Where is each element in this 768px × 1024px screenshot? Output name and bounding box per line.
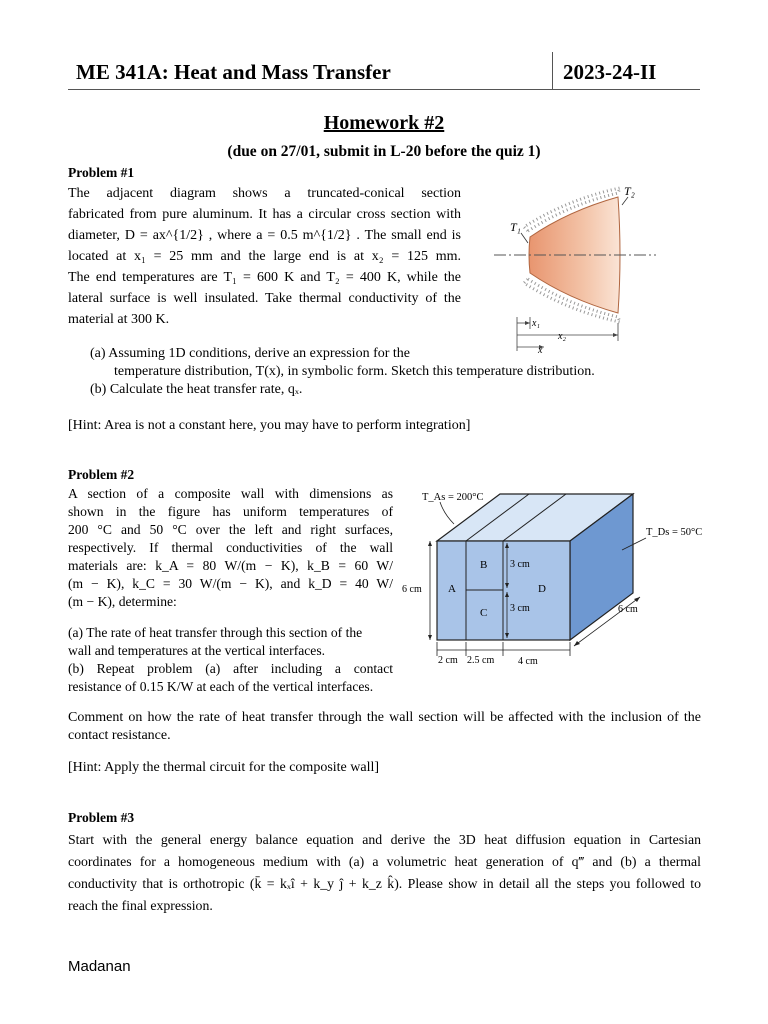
- problem1-line: The adjacent diagram shows a truncated-conical section: [68, 186, 461, 201]
- tas-leader: [440, 502, 454, 524]
- problem2-part-a: (a) The rate of heat transfer through this section of the: [68, 625, 363, 640]
- term-label: 2023-24-II: [563, 60, 657, 84]
- problem2-line: materials are: k_A = 80 W/(m − K), k_B = 60 W/: [68, 558, 393, 573]
- t2-label: T₂: [624, 184, 635, 198]
- problem2-line: (m − K), determine:: [68, 594, 177, 609]
- problem1-part-b: (b) Calculate the heat transfer rate, qₓ.: [90, 382, 303, 397]
- problem2-line: A section of a composite wall with dimensions as: [68, 486, 393, 501]
- depth-label: 6 cm: [618, 604, 638, 615]
- problem2-line: respectively. If thermal conductivities of the wall: [68, 540, 393, 555]
- width-a-label: 2 cm: [438, 655, 458, 666]
- width-d-label: 4 cm: [518, 656, 538, 667]
- problem1-line: diameter, D = ax^{1/2} , where a = 0.5 m^{1/2} . The small end is: [68, 228, 461, 243]
- problem3-text: [68, 829, 701, 917]
- problem2-comment: Comment on how the rate of heat transfer through the wall section will be affected with the inclusion of the contact resistance.: [68, 710, 701, 743]
- problem3-line: Start with the general energy balance equation and derive the 3D heat diffusion equation in Cartesian: [68, 832, 701, 847]
- problem2-hint: [Hint: Apply the thermal circuit for the composite wall]: [68, 760, 380, 775]
- composite-wall-figure: [400, 484, 708, 670]
- problem2-line: 200 °C and 50 °C over the left and right surfaces,: [68, 522, 393, 537]
- tas-label: T_As = 200°C: [422, 492, 484, 503]
- problem2-part-b-cont: resistance of 0.15 K/W at each of the vertical interfaces.: [68, 679, 374, 694]
- problem1-line: material at 300 K.: [68, 312, 170, 327]
- page-subtitle: (due on 27/01, submit in L-20 before the quiz 1): [227, 143, 541, 160]
- problem2-part-a-cont: wall and temperatures at the vertical interfaces.: [68, 643, 326, 658]
- problem1-text: [68, 183, 461, 330]
- layer-a-label: A: [448, 583, 456, 595]
- problem3-line: conductivity that is orthotropic (k̄ = kₓî + k_y ĵ + k_z k̂). Please show in detail all the steps you followed to: [68, 876, 701, 891]
- problem2-line: (m − K), k_C = 30 W/(m − K), and k_D = 40 W/: [68, 576, 393, 591]
- t2-leader: [622, 197, 628, 205]
- problem1-line: fabricated from pure aluminum. It has a circular cross section with: [68, 207, 461, 222]
- b-height-label: 3 cm: [510, 559, 530, 570]
- problem1-line: The end temperatures are T₁ = 600 K and T₂ = 400 K, while the: [68, 270, 461, 285]
- x-axis-label: x: [538, 345, 543, 355]
- problem3-line: reach the final expression.: [68, 898, 213, 913]
- problem3-heading: Problem #3: [68, 810, 135, 825]
- course-title: ME 341A: Heat and Mass Transfer: [76, 60, 391, 84]
- c-height-label: 3 cm: [510, 603, 530, 614]
- x1-arrowhead: [525, 321, 530, 325]
- problem1-parts: [90, 345, 650, 399]
- problem1-part-a: (a) Assuming 1D conditions, derive an expression for the: [90, 346, 410, 361]
- x1-label: x₁: [532, 318, 540, 329]
- problem1-line: lateral surface is well insulated. Take thermal conductivity of the: [68, 291, 461, 306]
- problem2-text: [68, 485, 393, 611]
- problem3-line: coordinates for a homogeneous medium with (a) a volumetric heat generation of q‴ and (b) a thermal: [68, 854, 701, 869]
- height-dim-arrow-bottom: [428, 635, 432, 640]
- height-dim-arrow-top: [428, 541, 432, 546]
- height-label: 6 cm: [402, 584, 422, 595]
- problem1-part-a-cont: temperature distribution, T(x), in symbolic form. Sketch this temperature distribution.: [114, 364, 595, 379]
- cone-figure: [488, 183, 660, 355]
- x2-label: x₂: [558, 331, 566, 342]
- x2-arrowhead: [613, 333, 618, 337]
- layer-d-label: D: [538, 583, 546, 595]
- page-title: Homework #2: [323, 112, 445, 134]
- layer-b-label: B: [480, 559, 488, 571]
- problem1-line: located at x₁ = 25 mm and the large end is at x₂ = 125 mm.: [68, 249, 461, 264]
- problem2-part-b: (b) Repeat problem (a) after including a contact: [68, 661, 393, 676]
- tds-label: T_Ds = 50°C: [646, 527, 703, 538]
- problem2-parts: [68, 624, 428, 696]
- problem2-line: shown in the figure has uniform temperatures of: [68, 504, 393, 519]
- problem2-heading: Problem #2: [68, 467, 135, 482]
- layer-c-label: C: [480, 607, 488, 619]
- problem1-heading: Problem #1: [68, 165, 135, 180]
- author-footer: Madanan: [68, 958, 131, 975]
- t1-leader: [521, 233, 528, 243]
- header-rule: [68, 89, 700, 90]
- header-divider: [552, 52, 553, 90]
- problem1-hint: [Hint: Area is not a constant here, you may have to perform integration]: [68, 418, 471, 433]
- t1-label: T₁: [510, 220, 521, 234]
- width-bc-label: 2.5 cm: [467, 655, 495, 666]
